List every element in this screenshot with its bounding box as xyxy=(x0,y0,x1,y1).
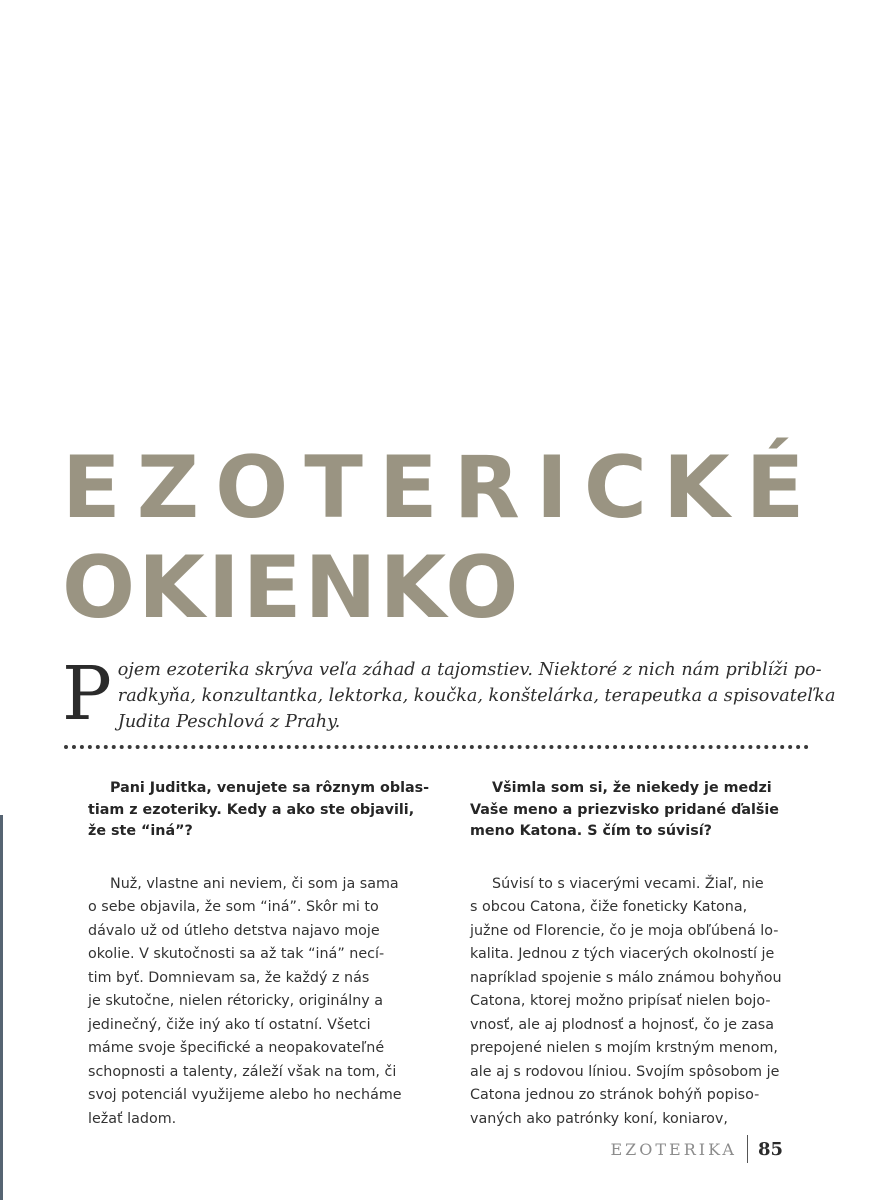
answer-line: ležať ladom. xyxy=(88,1110,177,1127)
answer-line: okolie. V skutočnosti sa až tak “iná” necí- xyxy=(88,946,385,962)
answer-line: Nuž, vlastne ani neviem, či som ja sama xyxy=(110,875,399,892)
answer-line: Súvisí to s viacerými vecami. Žiaľ, nie xyxy=(492,875,764,892)
answer-line: vnosť, ale aj plodnosť a hojnosť, čo je zasa xyxy=(470,1016,775,1033)
interview-question xyxy=(66,778,430,843)
answer-line: svoj potenciál využijeme alebo ho necháme xyxy=(88,1087,402,1103)
footer-section-name: EZOTERIKA xyxy=(610,1139,737,1159)
answer-line: tim byť. Domnievam sa, že každý z nás xyxy=(88,969,370,986)
answer-line: s obcou Catona, čiže foneticky Katona, xyxy=(470,899,748,915)
question-line: Vaše meno a priezvisko pridané ďalšie xyxy=(470,801,779,818)
article-title-line-2: OKIENKO xyxy=(62,538,522,638)
question-line: že ste “iná”? xyxy=(88,823,193,839)
answer-line: Catona, ktorej možno pripísať nielen bojo- xyxy=(470,993,771,1009)
interview-answer xyxy=(448,873,793,1132)
answer-line: jedinečný, čiže iný ako tí ostatní. Všetci xyxy=(88,1016,371,1033)
left-column xyxy=(66,778,430,1131)
answer-line: napríklad spojenie s málo známou bohyňou xyxy=(470,969,782,986)
intro-paragraph xyxy=(62,651,836,737)
answer-line: vaných ako patrónky koní, koniarov, xyxy=(470,1110,728,1127)
question-line: Všimla som si, že niekedy je medzi xyxy=(492,780,772,796)
question-line: tiam z ezoteriky. Kedy a ako ste objavili, xyxy=(88,801,415,818)
answer-line: máme svoje špecifické a neopakovateľné xyxy=(88,1040,385,1056)
page-number: 85 xyxy=(757,1138,783,1160)
answer-line: južne od Florencie, čo je moja obľúbená lo- xyxy=(470,922,779,939)
intro-dropcap: P xyxy=(62,651,112,737)
article-title-line-1: EZOTERICKÉ xyxy=(62,438,821,538)
answer-line: ale aj s rodovou líniou. Svojím spôsobom je xyxy=(470,1063,780,1080)
left-edge-bar xyxy=(0,815,3,1200)
answer-line: Catona jednou zo stránok bohýň popiso- xyxy=(470,1087,760,1103)
question-line: meno Katona. S čím to súvisí? xyxy=(470,823,712,839)
answer-line: o sebe objavila, že som “iná”. Skôr mi to xyxy=(88,899,379,915)
answer-line: dávalo už od útleho detstva najavo moje xyxy=(88,922,380,939)
answer-line: kalita. Jednou z tých viacerých okolností je xyxy=(470,946,775,962)
intro-line: Judita Peschlová z Prahy. xyxy=(117,712,341,732)
footer-divider xyxy=(747,1135,748,1163)
dotted-divider xyxy=(64,745,809,749)
intro-line: radkyňa, konzultantka, lektorka, koučka, konštelárka, terapeutka a spisovateľka xyxy=(117,686,836,706)
intro-line: ojem ezoterika skrýva veľa záhad a tajomstiev. Niektoré z nich nám priblíži po- xyxy=(117,660,822,680)
question-line: Pani Juditka, venujete sa rôznym oblas- xyxy=(110,780,430,796)
answer-line: schopnosti a talenty, záleží však na tom, či xyxy=(88,1063,397,1080)
interview-question xyxy=(448,778,793,843)
answer-line: prepojené nielen s mojím krstným menom, xyxy=(470,1040,778,1056)
page-footer xyxy=(610,1135,783,1163)
right-column xyxy=(448,778,793,1131)
answer-line: je skutočne, nielen rétoricky, originálny a xyxy=(88,993,384,1009)
interview-answer xyxy=(66,873,411,1132)
article-title xyxy=(62,438,820,638)
